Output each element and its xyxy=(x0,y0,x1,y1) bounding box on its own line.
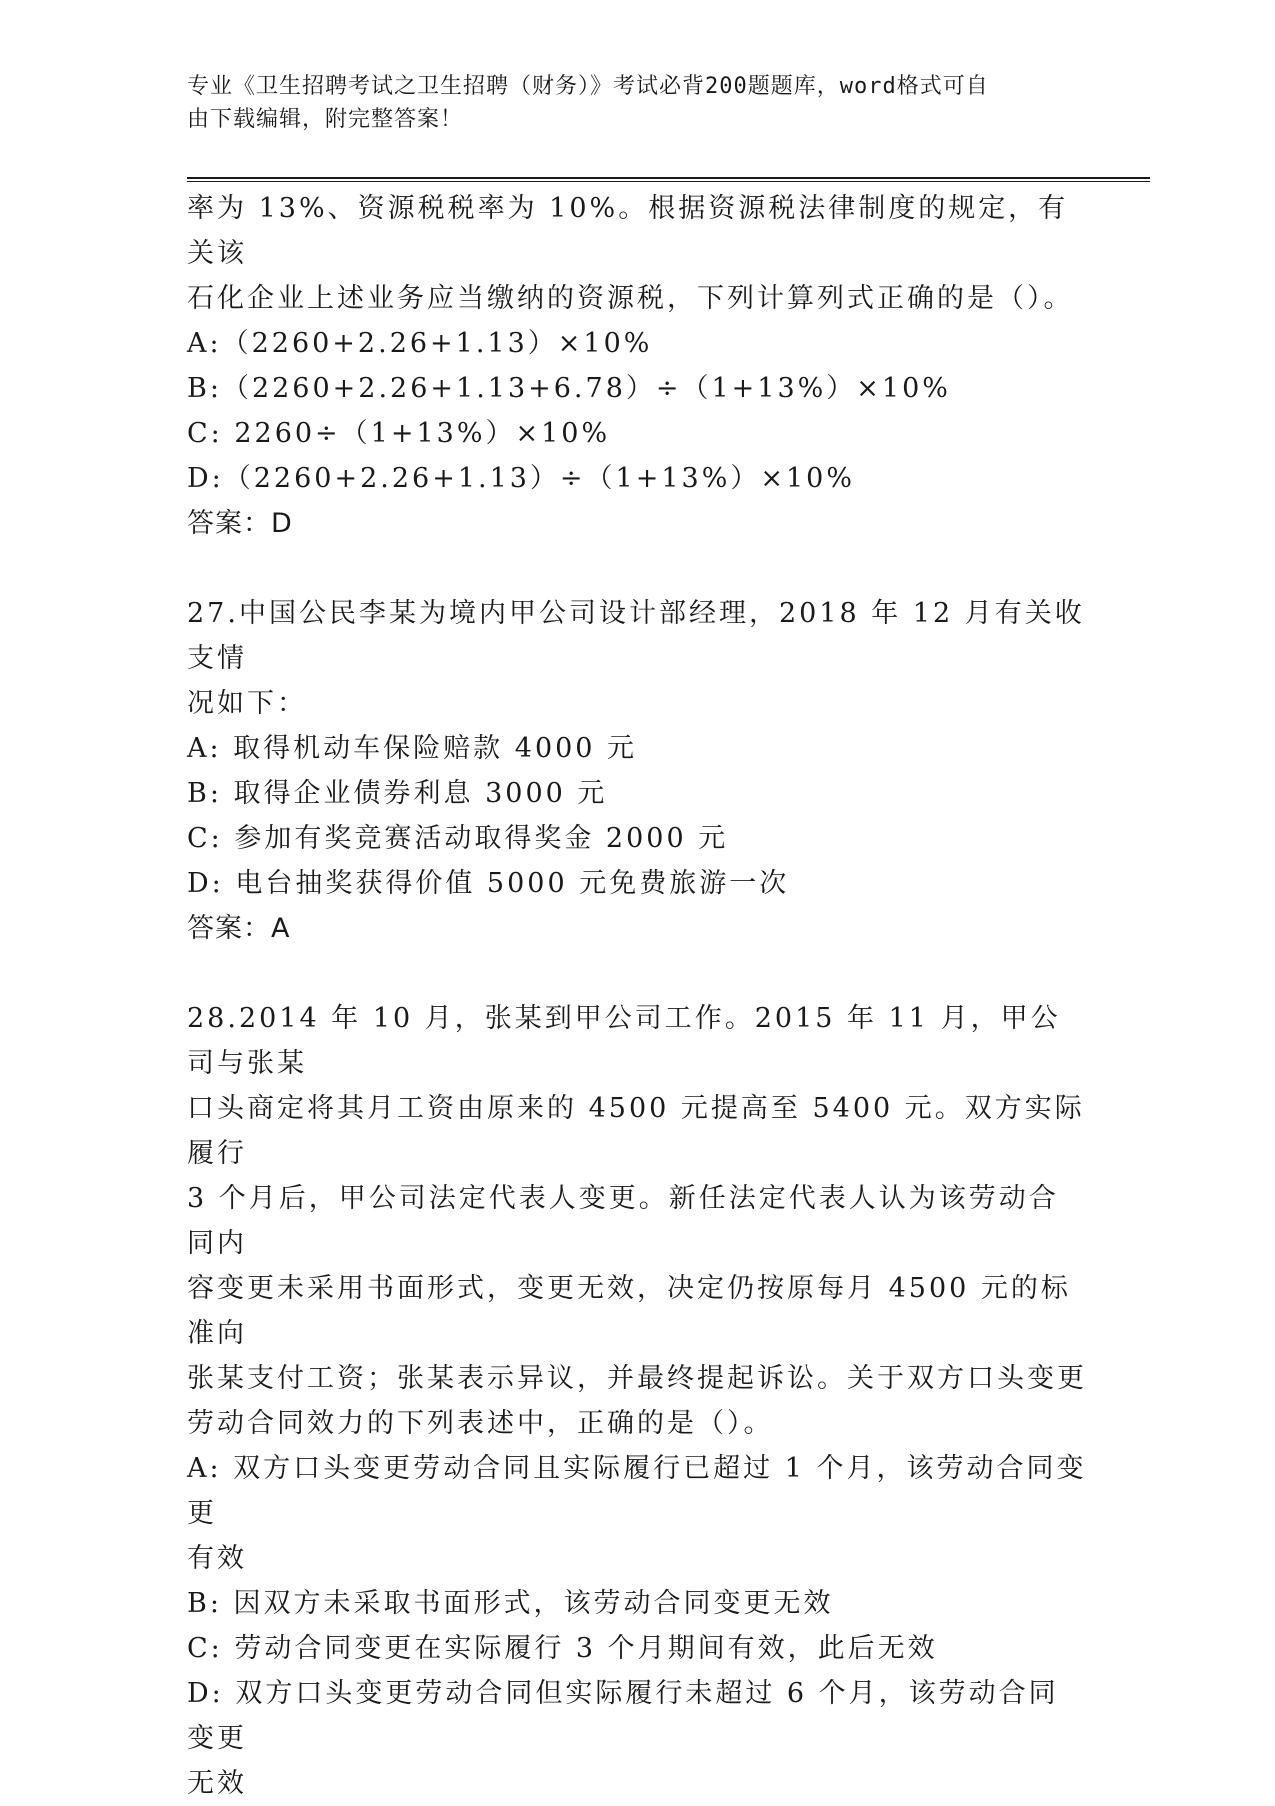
blank-line xyxy=(187,951,1087,996)
option-c: C: 2260÷（1+13%）×10% xyxy=(187,418,611,449)
option-d: D:（2260+2.26+1.13）÷（1+13%）×10% xyxy=(187,463,856,494)
question-stem-line: 27.中国公民李某为境内甲公司设计部经理，2018 年 12 月有关收支情 xyxy=(187,598,1085,674)
answer-line: 答案：D xyxy=(187,508,293,539)
option-d: D: 电台抽奖获得价值 5000 元免费旅游一次 xyxy=(187,868,790,899)
question-stem-line: 28.2014 年 10 月，张某到甲公司工作。2015 年 11 月，甲公司与张某 xyxy=(187,1003,1061,1079)
header-title-line-1: 专业《卫生招聘考试之卫生招聘（财务）》考试必背200题题库，word格式可自 xyxy=(187,74,989,99)
option-a: A: 双方口头变更劳动合同且实际履行已超过 1 个月，该劳动合同变更 xyxy=(187,1453,1087,1529)
option-c: C: 劳动合同变更在实际履行 3 个月期间有效，此后无效 xyxy=(187,1633,938,1664)
option-a-continuation: 有效 xyxy=(187,1543,247,1574)
answer-line: 答案：A xyxy=(187,913,291,944)
header-divider xyxy=(187,177,1150,183)
header-title-line-2: 由下载编辑，附完整答案！ xyxy=(187,107,464,132)
option-b: B: 取得企业债券利息 3000 元 xyxy=(187,778,608,809)
option-d-continuation: 无效 xyxy=(187,1768,247,1799)
question-stem-line: 容变更未采用书面形式，变更无效，决定仍按原每月 4500 元的标准向 xyxy=(187,1273,1071,1349)
option-a: A:（2260+2.26+1.13）×10% xyxy=(187,328,653,359)
header-divider-thick xyxy=(187,177,1150,179)
option-b: B: 因双方未采取书面形式，该劳动合同变更无效 xyxy=(187,1588,834,1619)
question-26 xyxy=(187,186,1087,546)
question-stem-line: 况如下： xyxy=(187,688,307,719)
question-27 xyxy=(187,591,1087,951)
question-stem-line: 3 个月后，甲公司法定代表人变更。新任法定代表人认为该劳动合同内 xyxy=(187,1183,1059,1259)
document-body xyxy=(187,186,1087,1806)
option-d: D: 双方口头变更劳动合同但实际履行未超过 6 个月，该劳动合同变更 xyxy=(187,1678,1059,1754)
question-stem-line: 口头商定将其月工资由原来的 4500 元提高至 5400 元。双方实际履行 xyxy=(187,1093,1085,1169)
question-stem-line: 石化企业上述业务应当缴纳的资源税，下列计算列式正确的是（）。 xyxy=(187,283,1074,314)
option-a: A: 取得机动车保险赔款 4000 元 xyxy=(187,733,638,764)
option-b: B:（2260+2.26+1.13+6.78）÷（1+13%）×10% xyxy=(187,373,951,404)
blank-line xyxy=(187,546,1087,591)
header-divider-thin xyxy=(187,181,1150,182)
question-stem-line: 劳动合同效力的下列表述中，正确的是（）。 xyxy=(187,1408,774,1439)
page-header xyxy=(187,70,1087,136)
option-c: C: 参加有奖竞赛活动取得奖金 2000 元 xyxy=(187,823,729,854)
question-stem-line: 率为 13%、资源税税率为 10%。根据资源税法律制度的规定，有关该 xyxy=(187,193,1069,269)
question-stem-line: 张某支付工资；张某表示异议，并最终提起诉讼。关于双方口头变更 xyxy=(187,1363,1087,1394)
question-28 xyxy=(187,996,1087,1806)
